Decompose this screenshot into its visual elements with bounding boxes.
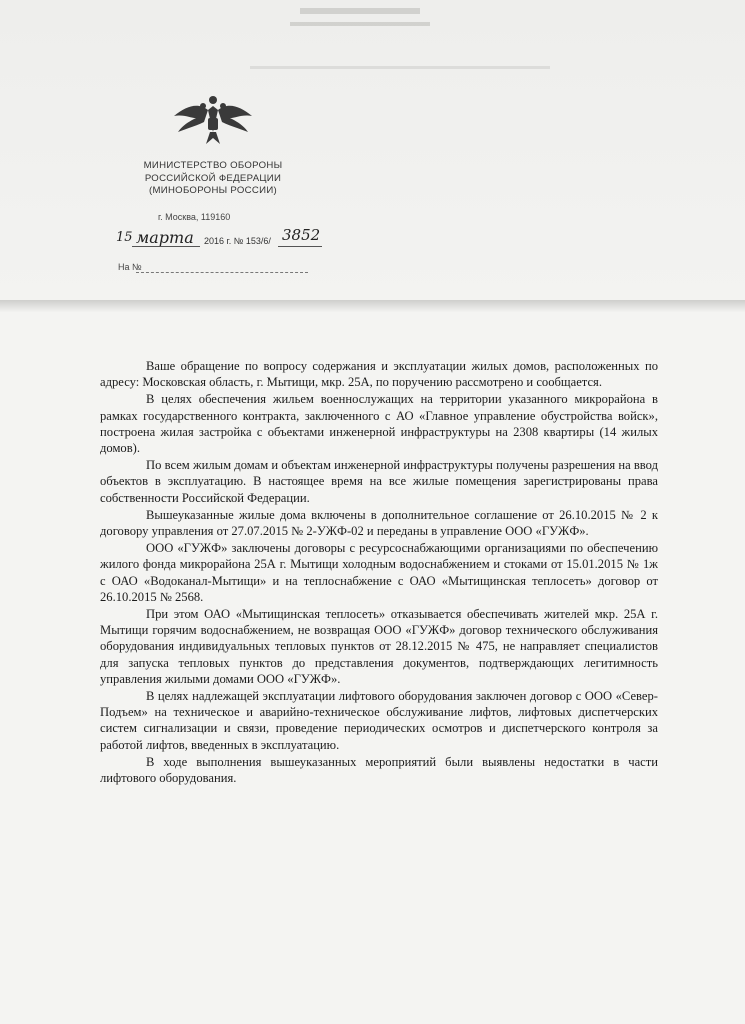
- reference-label: На №: [118, 262, 142, 272]
- date-month-handwritten: марта: [136, 228, 194, 247]
- body-paragraph: Ваше обращение по вопросу содержания и эксплуатации жилых домов, расположенных по адресу: Московская область, г. Мытищи, мкр. 25А, по поручению рассмотрено и сообщается.: [100, 359, 658, 390]
- body-paragraph: Вышеуказанные жилые дома включены в дополнительное соглашение от 26.10.2015 № 2 к договору управления от 27.07.2015 № 2-УЖФ-02 и переданы в управление ООО «ГУЖФ».: [100, 507, 658, 539]
- body-paragraph: В целях надлежащей эксплуатации лифтового оборудования заключен договор с ООО «Север-Подъем» на техническое и аварийно-техническое обслуживание лифтов, лифтовых диспетчерских систем сигнализации и связи, проведение периодических осмотров и диспетчерского контроля за работой лифтов, введенных в эксплуатацию.: [100, 689, 658, 752]
- date-day-handwritten: 15: [116, 230, 133, 245]
- body-paragraph: В ходе выполнения вышеуказанных мероприятий были выявлены недостатки в части лифтового оборудования.: [100, 754, 658, 786]
- body-paragraph: В целях обеспечения жильем военнослужащих на территории указанного микрорайона в рамках государственного контракта, заключенного с АО «Главное управление обустройства войск», построена жилая застройка с объектами инженерной инфраструктуры на 2308 квартиры (14 жилых домов).: [100, 392, 658, 456]
- date-underline: [132, 246, 200, 247]
- outgoing-number-handwritten: 3852: [282, 226, 321, 244]
- body-paragraph: При этом ОАО «Мытищинская теплосеть» отказывается обеспечивать жителей мкр. 25А г. Мытищи горячим водоснабжением, не возвращая ООО «ГУЖФ» договор технического обслуживания оборудования индивидуальных тепловых пунктов от 28.12.2015 № 475, не направляет специалистов для запуска тепловых пунктов до представления документов, подтверждающих легитимность управления жилыми домами ООО «ГУЖФ».: [100, 607, 658, 686]
- letter-body: [100, 358, 658, 787]
- scan-smudge: [290, 22, 430, 26]
- body-paragraph: По всем жилым домам и объектам инженерной инфраструктуры получены разрешения на ввод объектов в эксплуатацию. В настоящее время на все жилые помещения зарегистрированы права собственности Российской Федерации.: [100, 458, 658, 505]
- reference-underline: [136, 272, 308, 273]
- outgoing-date-line: [114, 226, 324, 252]
- ministry-line: (МИНОБОРОНЫ РОССИИ): [148, 185, 278, 196]
- ministry-line: МИНИСТЕРСТВО ОБОРОНЫ: [143, 160, 283, 171]
- ministry-header: [118, 160, 308, 198]
- scan-smudge: [250, 66, 550, 69]
- ministry-address: г. Москва, 119160: [158, 212, 231, 222]
- scan-top-sheet: [0, 0, 745, 300]
- ministry-line: РОССИЙСКОЙ ФЕДЕРАЦИИ: [144, 172, 282, 184]
- double-headed-eagle-emblem-icon: [168, 92, 258, 152]
- body-paragraph: ООО «ГУЖФ» заключены договоры с ресурсоснабжающими организациями по обеспечению жилого фонда микрорайона 25А г. Мытищи холодным водоснабжением и стоками от 15.01.2015 № 1ж с ОАО «Водоканал-Мытищи» и на теплоснабжение с ОАО «Мытищинская теплосеть» договор от 26.10.2015 № 2568.: [100, 541, 658, 604]
- scan-seam-shadow: [0, 300, 745, 312]
- scan-smudge: [300, 8, 420, 14]
- year-and-number-prefix: 2016 г. № 153/6/: [204, 236, 271, 246]
- number-underline: [278, 246, 322, 247]
